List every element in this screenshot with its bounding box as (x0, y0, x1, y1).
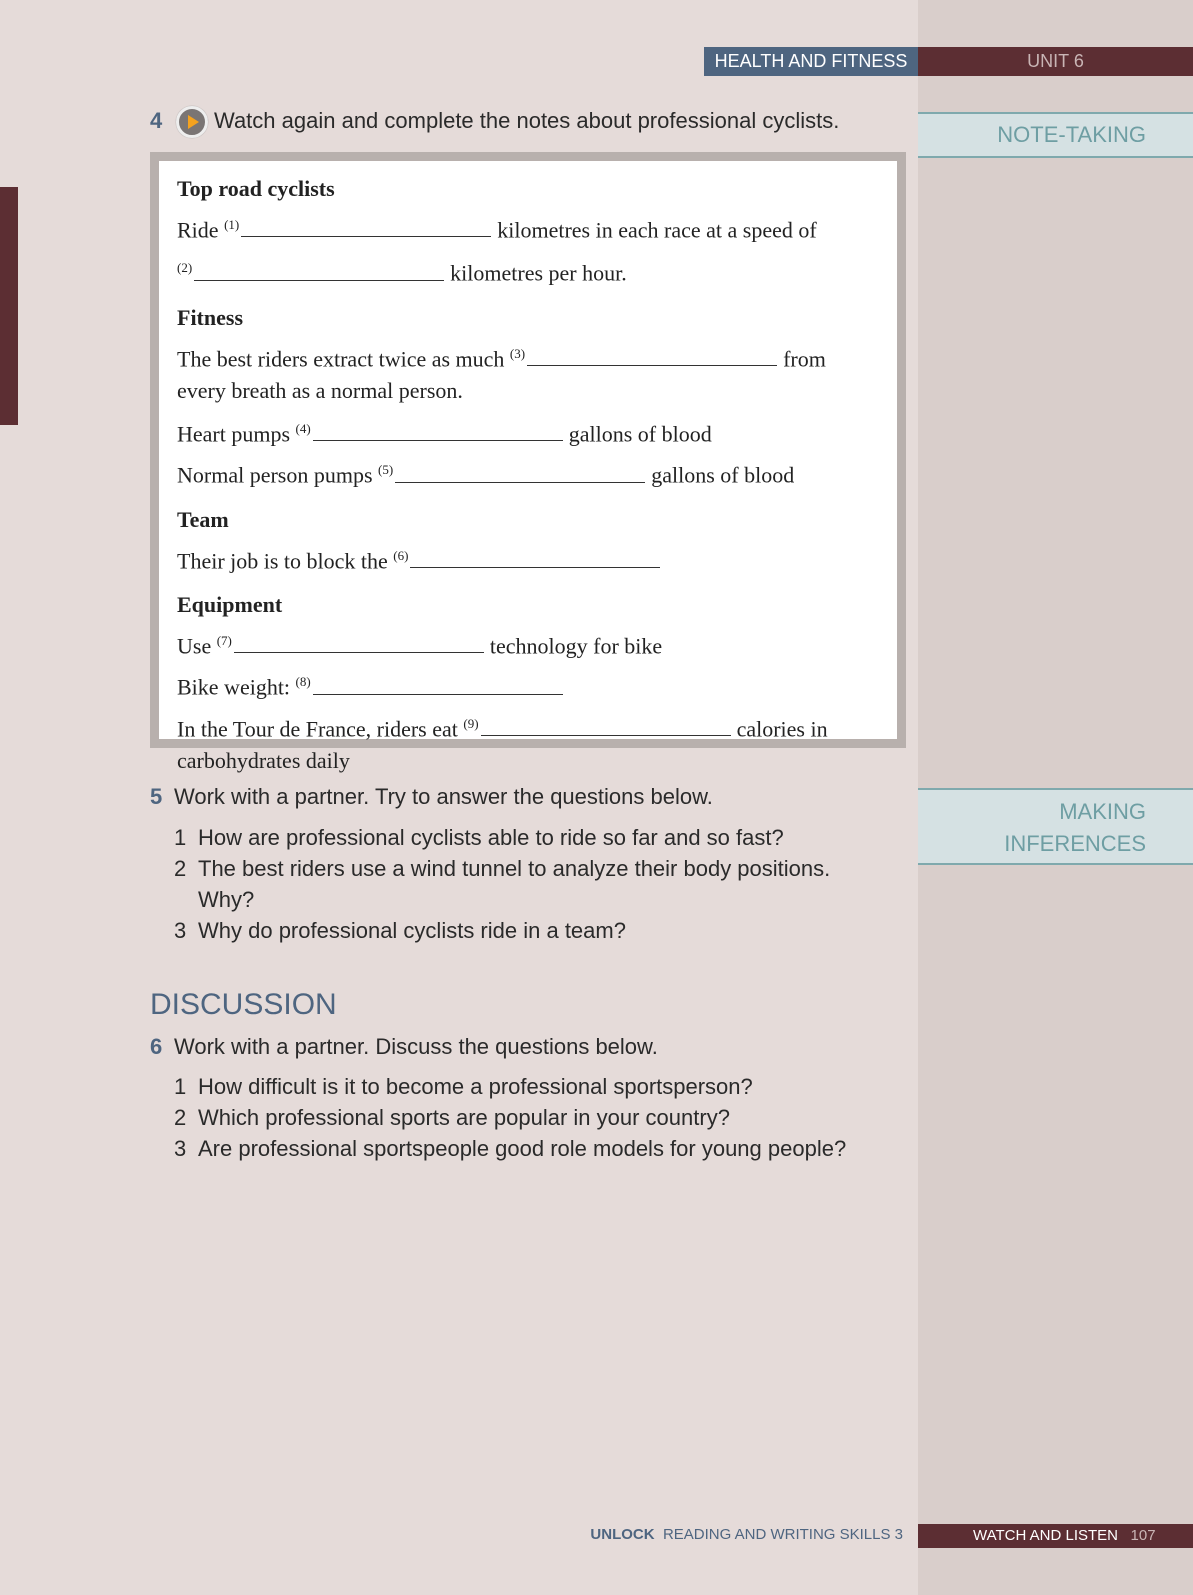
exercise-4 (150, 106, 839, 138)
series-title: READING AND WRITING SKILLS 3 (662, 1526, 903, 1543)
note-text: gallons of blood (568, 421, 712, 447)
note-text: gallons of blood (651, 462, 795, 488)
question-item (174, 853, 830, 915)
exercise-number: 6 (150, 1034, 163, 1059)
blank-number: (1) (224, 217, 240, 232)
blank-2[interactable] (194, 262, 444, 281)
exercise-5 (150, 784, 713, 810)
note-text: Use (177, 633, 212, 659)
question-number: 3 (174, 918, 187, 943)
question-item (174, 915, 626, 946)
question-text: Why do professional cyclists ride in a team? (198, 918, 626, 943)
side-label-note-taking: NOTE-TAKING (918, 112, 1193, 158)
note-text: every breath as a normal person. (177, 377, 463, 403)
question-text: Why? (198, 887, 255, 912)
notes-heading: Top road cyclists (177, 176, 335, 201)
question-text: Are professional sportspeople good role models for young people? (198, 1136, 847, 1161)
exercise-6 (150, 1034, 658, 1060)
side-label-line: INFERENCES (1004, 831, 1146, 856)
question-number: 2 (174, 856, 187, 881)
side-label-line: MAKING (1059, 799, 1146, 824)
blank-number: (9) (463, 715, 479, 731)
blank-number: (6) (393, 547, 409, 563)
note-text: kilometres per hour. (450, 260, 627, 286)
exercise-number: 4 (150, 107, 163, 133)
notes-heading: Team (177, 506, 229, 532)
blank-7[interactable] (234, 634, 484, 653)
question-number: 1 (174, 1074, 187, 1099)
blank-5[interactable] (395, 464, 645, 483)
note-text: The best riders extract twice as much (177, 345, 505, 371)
blank-8[interactable] (313, 676, 563, 695)
footer-section (918, 1524, 1193, 1548)
note-text: from (783, 345, 826, 371)
notes-heading: Equipment (177, 591, 283, 617)
question-text: How are professional cyclists able to ride so far and so fast? (198, 825, 784, 850)
section-name: WATCH AND LISTEN (973, 1527, 1119, 1544)
blank-1[interactable] (241, 218, 491, 237)
blank-4[interactable] (313, 422, 563, 441)
blank-9[interactable] (481, 717, 731, 736)
edge-tab (0, 187, 18, 425)
play-video-icon[interactable] (176, 106, 208, 138)
notes-heading: Fitness (177, 304, 243, 330)
note-text: technology for bike (489, 633, 663, 659)
exercise-number: 5 (150, 784, 163, 809)
blank-number: (3) (509, 345, 526, 361)
note-text: Normal person pumps (177, 462, 373, 488)
question-number: 2 (174, 1105, 187, 1130)
note-text: Heart pumps (177, 421, 291, 447)
question-text: Which professional sports are popular in your country? (198, 1105, 730, 1130)
question-number: 3 (174, 1136, 187, 1161)
question-number: 1 (174, 825, 187, 850)
unit-header: UNIT 6 (918, 47, 1193, 76)
blank-6[interactable] (410, 549, 660, 568)
blank-number: (2) (177, 260, 193, 276)
question-item (174, 822, 784, 853)
question-item (174, 1071, 753, 1102)
question-text: How difficult is it to become a professional sportsperson? (198, 1074, 753, 1099)
blank-number: (5) (378, 462, 394, 478)
note-text: calories in (736, 715, 828, 741)
question-item (174, 1102, 730, 1133)
note-text: Their job is to block the (177, 547, 388, 573)
blank-number: (4) (295, 420, 311, 436)
note-text: carbohydrates daily (177, 747, 350, 773)
exercise-instruction: Watch again and complete the notes about professional cyclists. (214, 107, 840, 133)
note-text: In the Tour de France, riders eat (177, 715, 458, 741)
blank-number: (8) (295, 674, 311, 690)
section-title: DISCUSSION (150, 988, 337, 1021)
question-item (174, 1133, 846, 1164)
exercise-instruction: Work with a partner. Discuss the questions below. (174, 1034, 658, 1059)
exercise-instruction: Work with a partner. Try to answer the questions below. (174, 784, 713, 809)
page-number: 107 (1130, 1527, 1156, 1544)
topic-header: HEALTH AND FITNESS (704, 47, 918, 76)
brand-logo: UNLOCK (590, 1526, 655, 1543)
notes-box (150, 152, 906, 773)
blank-3[interactable] (527, 347, 777, 366)
footer-series (590, 1526, 903, 1543)
question-text: The best riders use a wind tunnel to analyze their body positions. (198, 856, 831, 881)
note-text: kilometres in each race at a speed of (497, 217, 817, 243)
blank-number: (7) (216, 632, 232, 648)
side-label-making-inferences (918, 788, 1193, 865)
note-text: Ride (177, 217, 219, 243)
note-text: Bike weight: (177, 674, 291, 700)
